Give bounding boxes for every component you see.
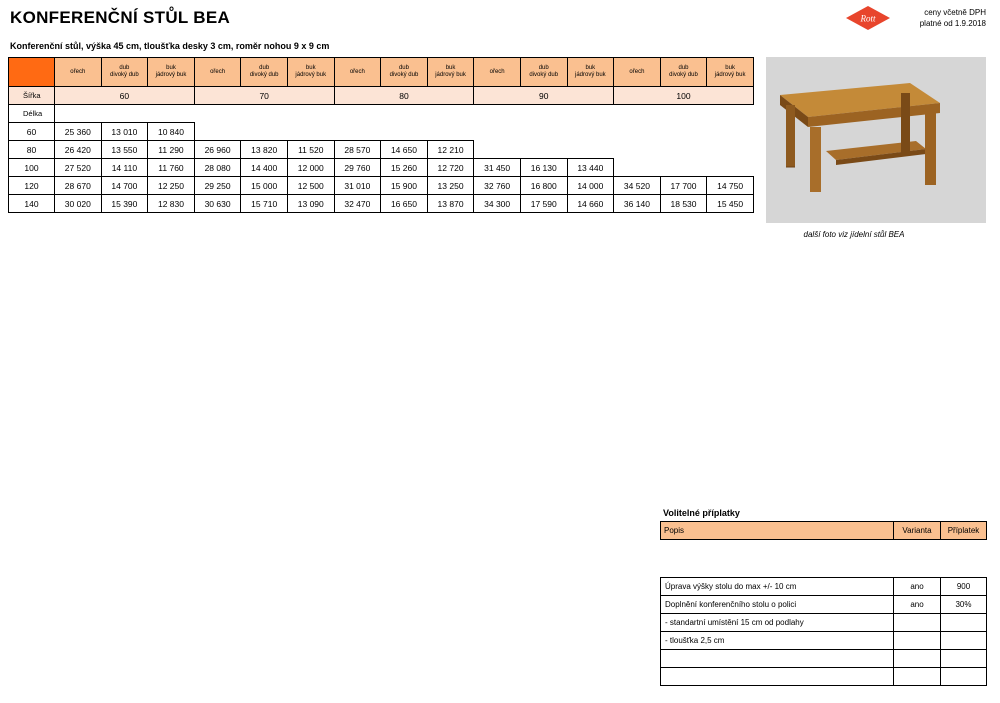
wood-type-label: buk — [305, 65, 316, 71]
price-cell: 11 520 — [287, 141, 334, 159]
option-row — [661, 578, 987, 596]
price-cell: 13 090 — [287, 195, 334, 213]
table-row — [9, 123, 754, 141]
option-priplatek — [941, 632, 987, 650]
wood-type-label: jádrový buk — [435, 72, 466, 78]
price-cell: 12 210 — [427, 141, 474, 159]
wood-type-label: ořech — [70, 68, 86, 75]
wood-type-label: ořech — [489, 68, 505, 75]
price-cell: 15 000 — [241, 177, 288, 195]
wood-type-header — [241, 58, 288, 87]
options-header-priplatek: Příplatek — [941, 522, 987, 540]
wood-type-header — [520, 58, 567, 87]
price-cell: 11 290 — [148, 141, 195, 159]
option-popis: Úprava výšky stolu do max +/- 10 cm — [661, 578, 894, 596]
length-label: Délka — [9, 105, 55, 123]
options-header-popis: Popis — [661, 522, 894, 540]
table-row — [9, 159, 754, 177]
options-table — [660, 577, 987, 686]
length-value: 140 — [9, 195, 55, 213]
length-value: 80 — [9, 141, 55, 159]
wood-type-header — [567, 58, 614, 87]
price-cell: 26 960 — [194, 141, 241, 159]
price-cell: 12 000 — [287, 159, 334, 177]
wood-type-header — [334, 58, 381, 87]
price-cell: 31 450 — [474, 159, 521, 177]
wood-type-label: jádrový buk — [574, 72, 606, 78]
option-priplatek: 30% — [941, 596, 987, 614]
option-priplatek — [941, 668, 987, 686]
price-cell: 29 250 — [194, 177, 241, 195]
table-row — [9, 177, 754, 195]
width-value: 100 — [614, 87, 754, 105]
wood-type-header — [101, 58, 148, 87]
wood-type-header — [55, 58, 102, 87]
price-cell: 34 520 — [614, 177, 661, 195]
wood-type-header — [660, 58, 707, 87]
header-corner-cell — [9, 58, 55, 87]
option-priplatek: 900 — [941, 578, 987, 596]
rott-logo — [846, 6, 890, 30]
price-cell: 32 760 — [474, 177, 521, 195]
price-cell: 17 700 — [660, 177, 707, 195]
price-cell: 31 010 — [334, 177, 381, 195]
wood-type-label: dub — [119, 65, 130, 71]
price-cell: 28 670 — [55, 177, 102, 195]
options-header-varianta: Varianta — [894, 522, 941, 540]
table-row — [9, 141, 754, 159]
price-cell: 13 870 — [427, 195, 474, 213]
price-cell: 15 390 — [101, 195, 148, 213]
option-row — [661, 614, 987, 632]
price-cell: 14 110 — [101, 159, 148, 177]
wood-type-header — [427, 58, 474, 87]
price-cell: 12 250 — [148, 177, 195, 195]
price-cell: 32 470 — [334, 195, 381, 213]
wood-type-header — [148, 58, 195, 87]
price-cell: 14 750 — [707, 177, 754, 195]
page-title: KONFERENČNÍ STŮL BEA — [10, 8, 231, 27]
price-cell: 17 590 — [520, 195, 567, 213]
table-row — [9, 195, 754, 213]
option-priplatek — [941, 650, 987, 668]
price-cell: 12 500 — [287, 177, 334, 195]
option-varianta — [894, 668, 941, 686]
option-varianta — [894, 650, 941, 668]
wood-type-header — [194, 58, 241, 87]
length-value: 120 — [9, 177, 55, 195]
wood-type-label: ořech — [629, 68, 645, 75]
width-value: 70 — [194, 87, 334, 105]
wood-type-header — [707, 58, 754, 87]
options-header-table — [660, 521, 987, 540]
price-cell: 30 630 — [194, 195, 241, 213]
price-cell: 27 520 — [55, 159, 102, 177]
price-cell: 13 820 — [241, 141, 288, 159]
photo-caption: další foto viz jídelní stůl BEA — [803, 230, 905, 239]
price-note-vat: ceny včetně DPH — [924, 8, 986, 17]
wood-type-label: ořech — [349, 68, 365, 75]
price-cell: 29 760 — [334, 159, 381, 177]
logo-text: Rott — [860, 13, 876, 24]
price-cell: 12 830 — [148, 195, 195, 213]
product-description: Konferenční stůl, výška 45 cm, tloušťka desky 3 cm, roměr nohou 9 x 9 cm — [10, 41, 330, 51]
price-cell: 13 010 — [101, 123, 148, 141]
option-priplatek — [941, 614, 987, 632]
price-cell: 13 250 — [427, 177, 474, 195]
option-varianta: ano — [894, 578, 941, 596]
wood-type-header — [474, 58, 521, 87]
price-cell: 14 660 — [567, 195, 614, 213]
option-varianta — [894, 632, 941, 650]
price-cell: 16 800 — [520, 177, 567, 195]
width-value: 90 — [474, 87, 614, 105]
width-label: Šířka — [9, 87, 55, 105]
price-cell: 14 700 — [101, 177, 148, 195]
length-value: 60 — [9, 123, 55, 141]
wood-type-label: dub — [538, 65, 549, 71]
option-varianta — [894, 614, 941, 632]
wood-type-label: jádrový buk — [155, 72, 187, 78]
option-row — [661, 596, 987, 614]
wood-type-label: divoký dub — [389, 72, 419, 78]
wood-type-label: dub — [398, 65, 409, 71]
wood-type-label: buk — [166, 65, 176, 71]
wood-type-label: ořech — [210, 68, 226, 75]
wood-type-label: buk — [585, 65, 596, 71]
price-note-validity: platné od 1.9.2018 — [919, 19, 986, 28]
wood-type-label: dub — [678, 65, 689, 71]
price-cell: 15 900 — [381, 177, 428, 195]
product-photo — [766, 57, 986, 223]
price-table — [8, 57, 754, 213]
price-cell: 34 300 — [474, 195, 521, 213]
price-cell: 16 130 — [520, 159, 567, 177]
coffee-table-image — [766, 57, 986, 223]
wood-type-label: divoký dub — [110, 72, 139, 78]
price-cell: 15 260 — [381, 159, 428, 177]
price-cell: 13 440 — [567, 159, 614, 177]
wood-type-header — [381, 58, 428, 87]
price-cell: 11 760 — [148, 159, 195, 177]
price-cell: 15 450 — [707, 195, 754, 213]
price-cell: 36 140 — [614, 195, 661, 213]
width-value: 80 — [334, 87, 474, 105]
price-cell: 30 020 — [55, 195, 102, 213]
price-cell: 10 840 — [148, 123, 195, 141]
wood-type-label: buk — [725, 65, 735, 71]
wood-type-label: divoký dub — [669, 72, 698, 78]
price-cell: 15 710 — [241, 195, 288, 213]
option-popis — [661, 668, 894, 686]
length-value: 100 — [9, 159, 55, 177]
wood-type-label: divoký dub — [249, 72, 279, 78]
price-cell: 14 400 — [241, 159, 288, 177]
price-cell: 12 720 — [427, 159, 474, 177]
price-cell: 28 570 — [334, 141, 381, 159]
wood-type-header — [287, 58, 334, 87]
wood-type-label: jádrový buk — [295, 72, 327, 78]
option-popis — [661, 650, 894, 668]
wood-type-label: divoký dub — [529, 72, 559, 78]
option-row — [661, 632, 987, 650]
price-note — [920, 7, 986, 29]
options-title: Volitelné příplatky — [663, 508, 740, 518]
price-cell: 14 650 — [381, 141, 428, 159]
option-popis: - standartní umístění 15 cm od podlahy — [661, 614, 894, 632]
option-popis: - tloušťka 2,5 cm — [661, 632, 894, 650]
option-row — [661, 668, 987, 686]
wood-type-label: jádrový buk — [714, 72, 746, 78]
price-cell: 18 530 — [660, 195, 707, 213]
width-value: 60 — [55, 87, 195, 105]
price-cell: 13 550 — [101, 141, 148, 159]
wood-type-label: dub — [259, 65, 270, 71]
price-cell: 28 080 — [194, 159, 241, 177]
price-cell: 14 000 — [567, 177, 614, 195]
option-popis: Doplnění konferenčního stolu o polici — [661, 596, 894, 614]
price-cell: 25 360 — [55, 123, 102, 141]
price-cell: 16 650 — [381, 195, 428, 213]
price-cell: 26 420 — [55, 141, 102, 159]
wood-type-header — [614, 58, 661, 87]
option-row — [661, 650, 987, 668]
wood-type-label: buk — [445, 65, 456, 71]
option-varianta: ano — [894, 596, 941, 614]
